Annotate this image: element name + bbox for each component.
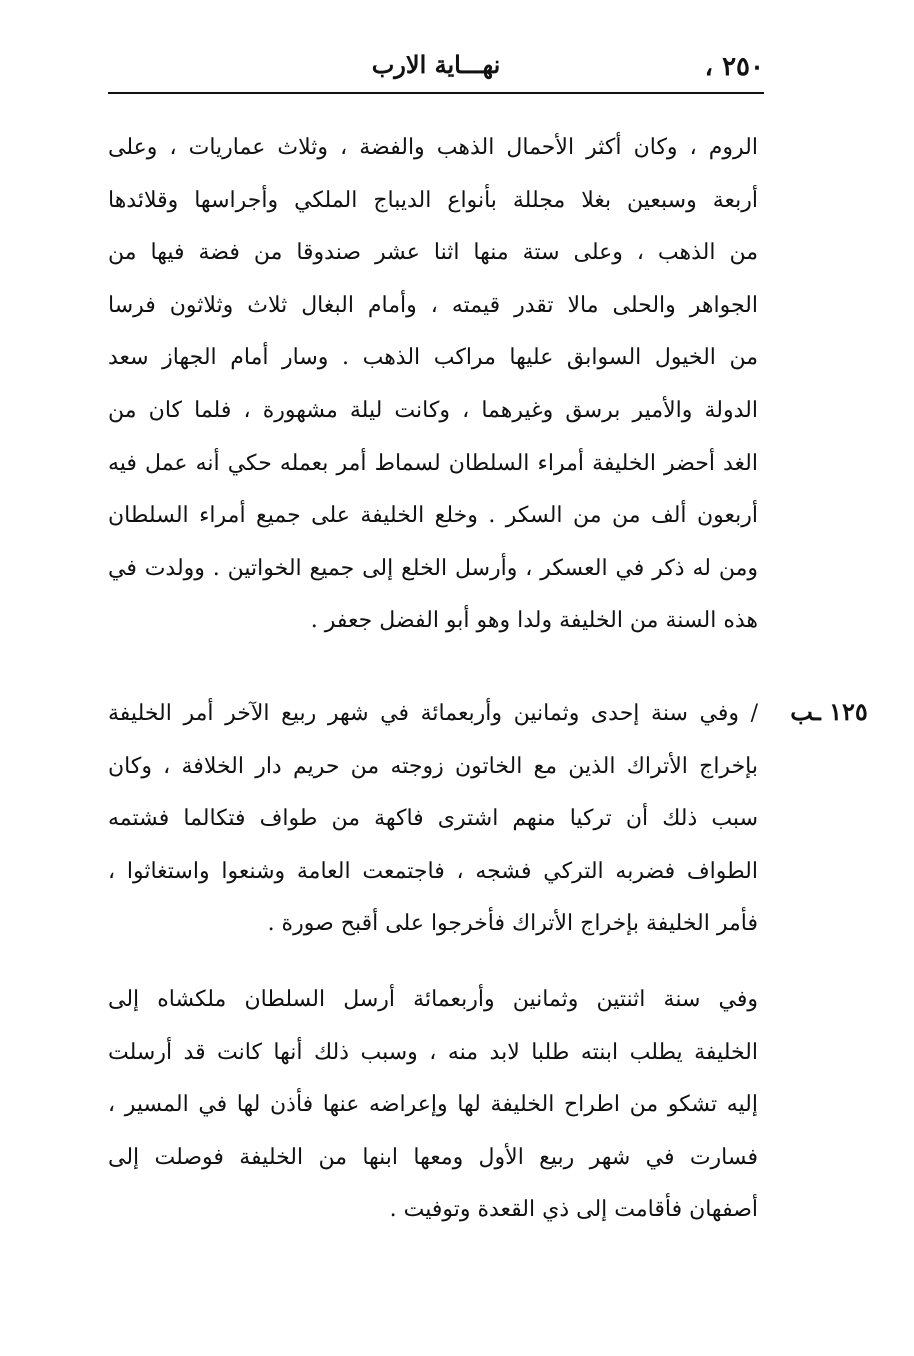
text-line: من الذهب ، وعلى ستة منها اثنا عشر صندوقا من فضة فيها من	[108, 240, 758, 266]
text-line: الدولة والأمير برسق وغيرهما ، وكانت ليلة مشهورة ، فلما كان من	[108, 397, 758, 423]
text-line: الجواهر والحلى مالا تقدر قيمته ، وأمام البغال ثلاث وثلاثون فرسا	[108, 292, 758, 318]
text-line: الخليفة يطلب ابنته طلبا لابد منه ، وسبب ذلك أنها كانت قد أرسلت	[108, 1039, 758, 1065]
text-line: من الخيول السوابق عليها مراكب الذهب . وسار أمام الجهاز سعد	[108, 345, 758, 371]
text-line: سبب ذلك أن تركيا منهم اشترى فاكهة من طواف فتكالما فشتمه	[108, 806, 758, 832]
text-line: / وفي سنة إحدى وثمانين وأربعمائة في شهر ربيع الآخر أمر الخليفة	[108, 701, 758, 726]
paragraph-3	[108, 974, 758, 1237]
text-line: الروم ، وكان أكثر الأحمال الذهب والفضة ، وثلاث عماريات ، وعلى	[108, 135, 758, 160]
paragraph-1	[108, 122, 758, 648]
text-line: الغد أحضر الخليفة أمراء السلطان لسماط أمر بعمله حكي أنه عمل فيه	[108, 450, 758, 476]
page-number: ٢٥٠ ،	[704, 52, 764, 82]
text-line: ومن له ذكر في العسكر ، وأرسل الخلع إلى جميع الخواتين . وولدت في	[108, 555, 758, 581]
text-line: أربعة وسبعين بغلا مجللة بأنواع الديباج الملكي وأجراسها وقلائدها	[108, 187, 758, 213]
text-line: أصفهان فأقامت إلى ذي القعدة وتوفيت .	[389, 1197, 758, 1223]
text-line: بإخراج الأتراك الذين مع الخاتون زوجته من حريم دار الخلافة ، وكان	[108, 753, 758, 779]
header-rule	[108, 92, 764, 94]
paragraph-2	[108, 688, 758, 951]
text-line: الطواف فضربه التركي فشجه ، فاجتمعت العامة وشنعوا واستغاثوا ،	[108, 858, 758, 884]
text-line: هذه السنة من الخليفة ولدا وهو أبو الفضل جعفر .	[310, 608, 758, 634]
page-header	[108, 42, 764, 92]
running-title: نهـــاية الارب	[371, 50, 501, 79]
text-line: فأمر الخليفة بإخراج الأتراك فأخرجوا على أقبح صورة .	[267, 911, 758, 937]
text-line: إليه تشكو من اطراح الخليفة لها وإعراضه عنها فأذن لها في المسير ،	[108, 1092, 758, 1118]
text-line: أربعون ألف من من السكر . وخلع الخليفة على جميع أمراء السلطان	[108, 503, 758, 529]
margin-folio-note: ١٢٥ ـب	[790, 697, 868, 726]
text-line: وفي سنة اثنتين وثمانين وأربعمائة أرسل السلطان ملكشاه إلى	[108, 987, 758, 1012]
text-line: فسارت في شهر ربيع الأول ومعها ابنها من الخليفة فوصلت إلى	[108, 1144, 758, 1170]
